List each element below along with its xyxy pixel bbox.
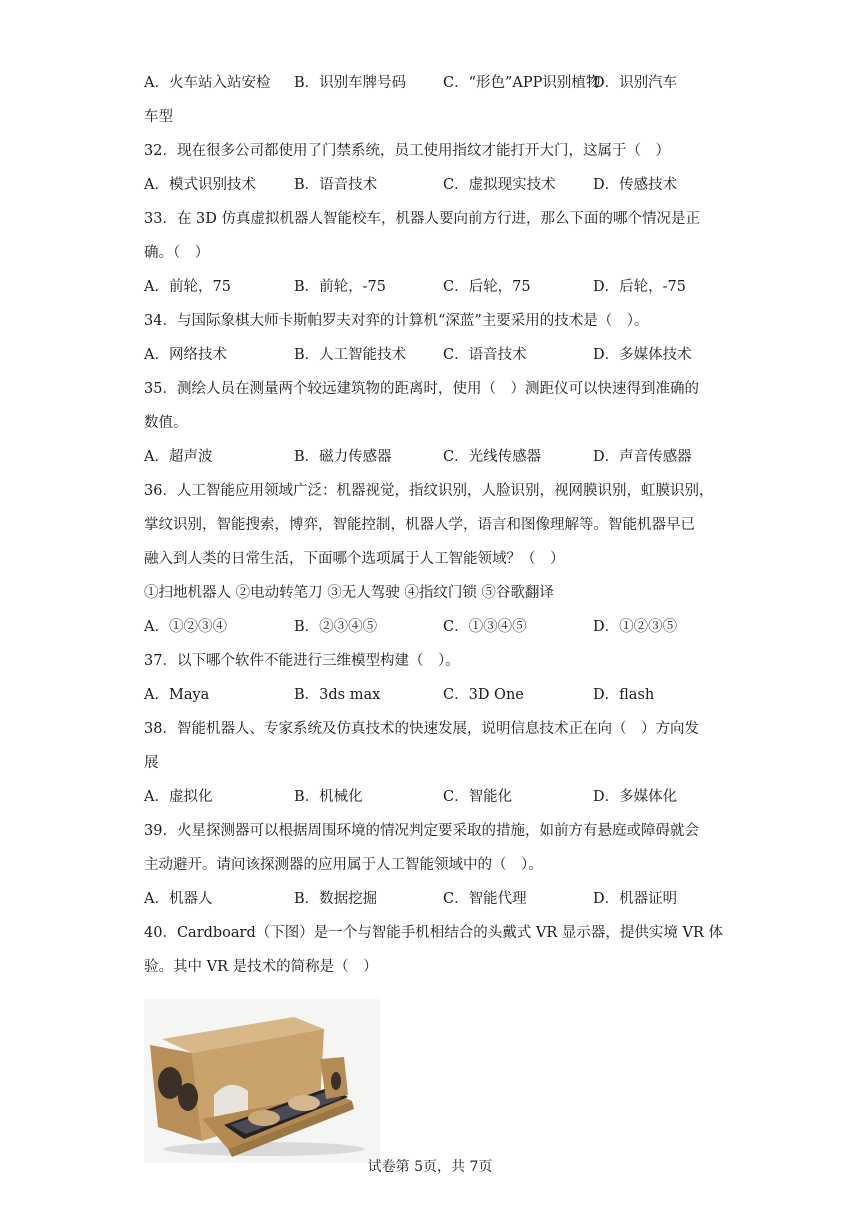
q31-options xyxy=(144,66,719,100)
q38-stem-line-1: 38．智能机器人、专家系统及仿真技术的快速发展，说明信息技术正在向（ ）方向发 xyxy=(144,721,699,737)
q37-option-d: D．flash xyxy=(593,687,655,703)
q33-stem-line-2: 确。（ ） xyxy=(144,245,210,261)
q33-option-a: A．前轮，75 xyxy=(144,279,231,295)
q40-stem-line-1: 40．Cardboard（下图）是一个与智能手机相结合的头戴式 VR 显示器，提供实境 VR 体 xyxy=(144,925,723,941)
q38-stem-line-2: 展 xyxy=(144,755,159,771)
q31-option-d: D．识别汽车 xyxy=(593,75,678,91)
q37-option-b: B．3ds max xyxy=(294,687,381,703)
q39-option-c: C．智能代理 xyxy=(443,891,527,907)
q36-item-list: ①扫地机器人 ②电动转笔刀 ③无人驾驶 ④指纹门锁 ⑤谷歌翻译 xyxy=(144,585,554,601)
q39-option-a: A．机器人 xyxy=(144,891,213,907)
q38-option-c: C．智能化 xyxy=(443,789,513,805)
q33-option-b: B．前轮，-75 xyxy=(294,279,387,295)
q36-stem-line-2: 掌纹识别，智能搜索，博弈，智能控制，机器人学，语言和图像理解等。智能机器早已 xyxy=(144,517,695,533)
q31-option-a: A．火车站入站安检 xyxy=(144,75,271,91)
q36-stem-line-1: 36．人工智能应用领域广泛：机器视觉，指纹识别，人脸识别，视网膜识别，虹膜识别， xyxy=(144,483,714,499)
q31-option-d-wrap: 车型 xyxy=(144,109,173,125)
q32-stem: 32．现在很多公司都使用了门禁系统，员工使用指纹才能打开大门，这属于（ ） xyxy=(144,143,670,159)
q33-option-d: D．后轮，-75 xyxy=(593,279,686,295)
q37-option-a: A．Maya xyxy=(144,687,210,703)
page-footer: 试卷第 5页，共 7页 xyxy=(367,1159,493,1175)
q35-option-d: D．声音传感器 xyxy=(593,449,692,465)
q35-option-c: C．光线传感器 xyxy=(443,449,542,465)
q34-option-d: D．多媒体技术 xyxy=(593,347,692,363)
q39-stem-line-2: 主动避开。请问该探测器的应用属于人工智能领域中的（ ）。 xyxy=(144,857,543,873)
cardboard-vr-viewer-image xyxy=(144,999,380,1163)
q35-option-b: B．磁力传感器 xyxy=(294,449,392,465)
q32-options xyxy=(144,168,719,202)
q32-option-c: C．虚拟现实技术 xyxy=(443,177,556,193)
q31-option-c: C．“形色”APP识别植物 xyxy=(443,75,601,91)
q33-options xyxy=(144,270,719,304)
q33-option-c: C．后轮，75 xyxy=(443,279,531,295)
q32-option-d: D．传感技术 xyxy=(593,177,678,193)
q34-option-c: C．语音技术 xyxy=(443,347,527,363)
q34-stem: 34．与国际象棋大师卡斯帕罗夫对弈的计算机“深蓝”主要采用的技术是（ ）。 xyxy=(144,313,649,329)
q37-stem: 37．以下哪个软件不能进行三维模型构建（ ）。 xyxy=(144,653,460,669)
q39-option-d: D．机器证明 xyxy=(593,891,678,907)
q38-option-d: D．多媒体化 xyxy=(593,789,678,805)
exam-page-content xyxy=(144,66,723,1163)
q40-stem-line-2: 验。其中 VR 是技术的简称是（ ） xyxy=(144,959,378,975)
q35-options xyxy=(144,440,719,474)
q37-options xyxy=(144,678,719,712)
q36-stem-line-3: 融入到人类的日常生活，下面哪个选项属于人工智能领域？（ ） xyxy=(144,551,565,567)
q34-option-b: B．人工智能技术 xyxy=(294,347,407,363)
q39-option-b: B．数据挖掘 xyxy=(294,891,378,907)
q35-stem-line-1: 35．测绘人员在测量两个较远建筑物的距离时，使用（ ）测距仪可以快速得到准确的 xyxy=(144,381,699,397)
q35-stem-line-2: 数值。 xyxy=(144,415,188,431)
q36-options xyxy=(144,610,719,644)
q33-stem-line-1: 33．在 3D 仿真虚拟机器人智能校车，机器人要向前方行进，那么下面的哪个情况是正 xyxy=(144,211,701,227)
q36-option-a: A．①②③④ xyxy=(144,619,227,635)
q32-option-a: A．模式识别技术 xyxy=(144,177,256,193)
q34-option-a: A．网络技术 xyxy=(144,347,227,363)
q32-option-b: B．语音技术 xyxy=(294,177,378,193)
q38-option-b: B．机械化 xyxy=(294,789,363,805)
q36-option-d: D．①②③⑤ xyxy=(593,619,678,635)
q37-option-c: C．3D One xyxy=(443,687,524,703)
q39-options xyxy=(144,882,719,916)
q38-options xyxy=(144,780,719,814)
q36-option-c: C．①③④⑤ xyxy=(443,619,527,635)
q39-stem-line-1: 39．火星探测器可以根据周围环境的情况判定要采取的措施，如前方有悬庭或障碍就会 xyxy=(144,823,699,839)
q36-option-b: B．②③④⑤ xyxy=(294,619,378,635)
q31-option-b: B．识别车牌号码 xyxy=(294,75,407,91)
q34-options xyxy=(144,338,719,372)
q38-option-a: A．虚拟化 xyxy=(144,789,213,805)
q35-option-a: A．超声波 xyxy=(144,449,213,465)
